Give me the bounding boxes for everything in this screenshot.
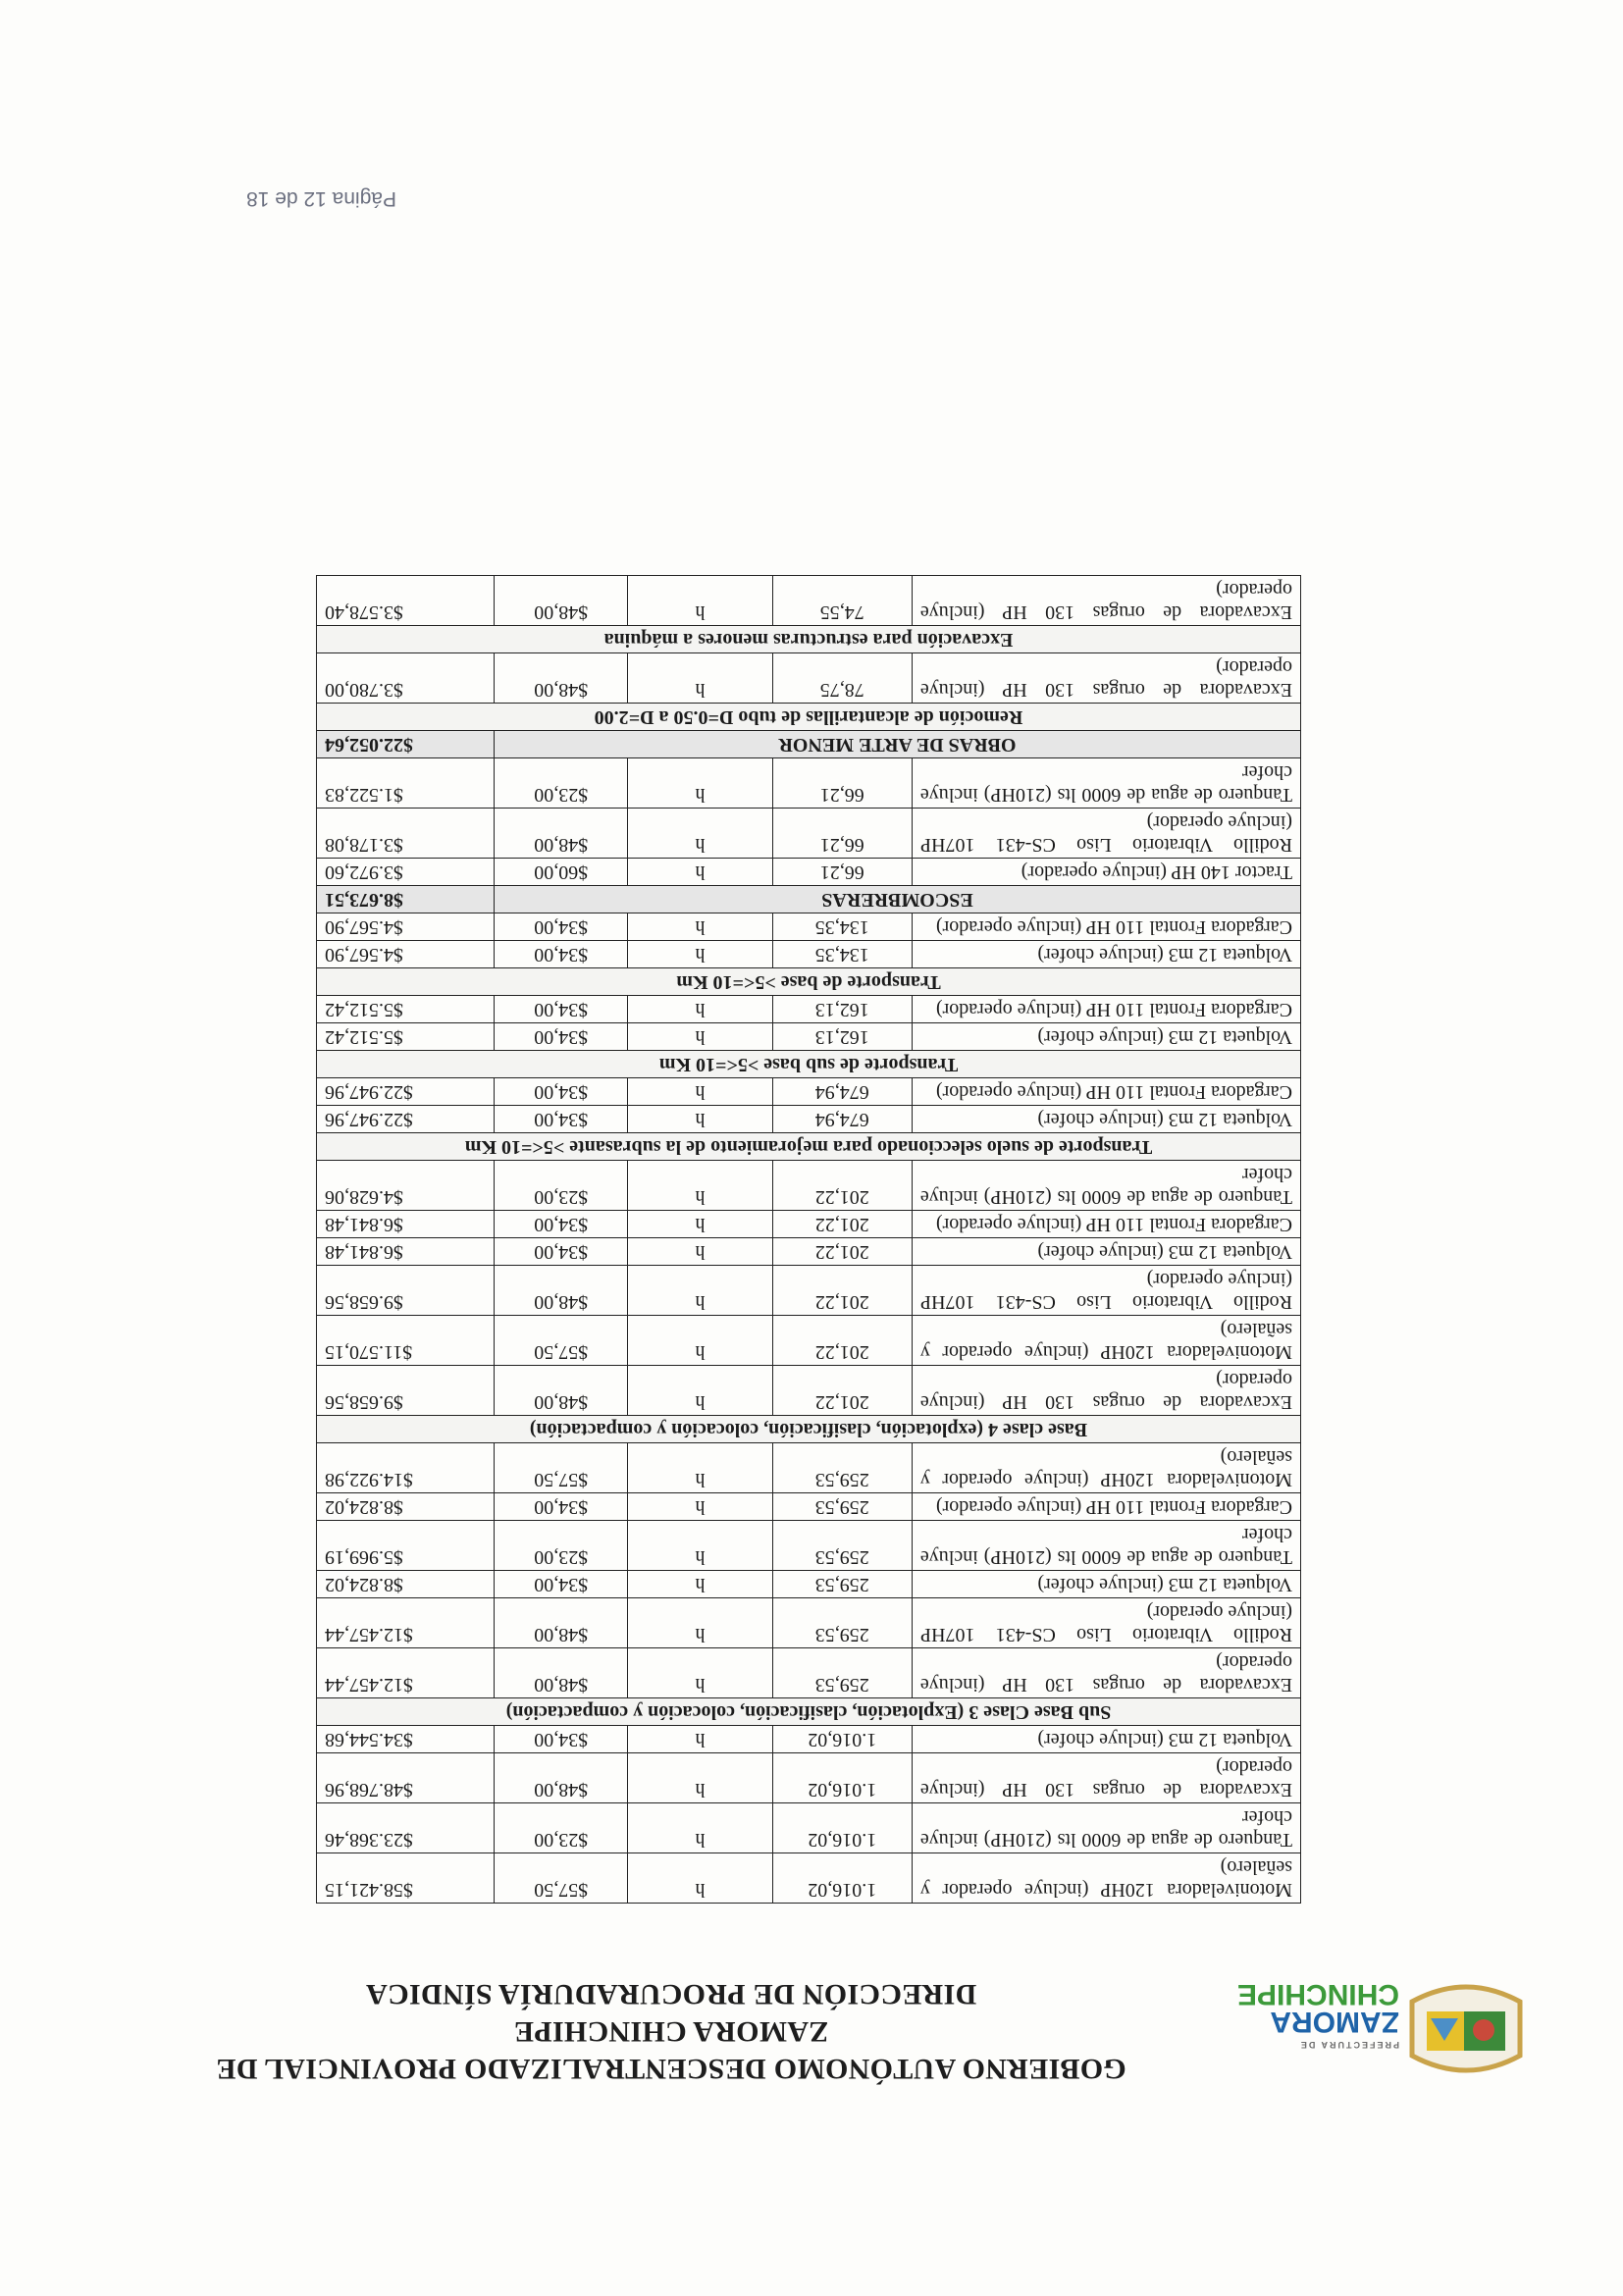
title-line-3: DIRECCIÓN DE PROCURADURÍA SÍNDICA [365, 1978, 977, 2010]
item-unit: h [628, 1648, 772, 1698]
item-unit-price: $23,00 [494, 758, 628, 809]
item-unit-price: $48,00 [494, 576, 628, 626]
logo-line2: CHINCHIPE [1236, 1978, 1399, 2010]
item-unit-price: $48,00 [494, 1648, 628, 1698]
item-quantity: 259,53 [772, 1598, 912, 1648]
item-unit-price: $48,00 [494, 1598, 628, 1648]
item-unit-price: $23,00 [494, 1521, 628, 1571]
section-title: Sub Base Clase 3 (Explotación, clasificación, colocación y compactación) [317, 1698, 1301, 1726]
item-description: Excavadora de orugas 130 HP (incluye operador) [912, 1648, 1300, 1698]
item-unit: h [628, 1853, 772, 1904]
group-header-row [317, 886, 1301, 913]
item-description: Tanquero de agua de 6000 lts (210HP) incluye chofer [912, 758, 1300, 809]
item-unit-price: $48,00 [494, 1366, 628, 1416]
item-description: Tanquero de agua de 6000 lts (210HP) incluye chofer [912, 1803, 1300, 1853]
table-row [317, 1521, 1301, 1571]
item-quantity: 134,35 [772, 941, 912, 968]
logo-line1: ZAMORA [1270, 2006, 1399, 2038]
document-header [82, 1948, 1535, 2095]
table-row [317, 859, 1301, 886]
item-quantity: 134,35 [772, 913, 912, 941]
section-header-row [317, 1416, 1301, 1443]
item-unit: h [628, 1023, 772, 1051]
item-unit: h [628, 913, 772, 941]
item-total: $12.457,44 [317, 1598, 495, 1648]
table-row [317, 1726, 1301, 1753]
prefectura-logo [1211, 1967, 1535, 2095]
document-title [141, 1975, 1201, 2087]
item-quantity: 74,55 [772, 576, 912, 626]
item-unit-price: $23,00 [494, 1803, 628, 1853]
section-header-row [317, 704, 1301, 731]
item-unit: h [628, 1211, 772, 1238]
item-quantity: 259,53 [772, 1521, 912, 1571]
item-total: $58.421,15 [317, 1853, 495, 1904]
item-total: $6.841,48 [317, 1211, 495, 1238]
item-unit-price: $34,00 [494, 1726, 628, 1753]
table-row [317, 1753, 1301, 1803]
item-description: Rodillo Vibratorio Liso CS-431 107HP (incluye operador) [912, 1598, 1300, 1648]
item-unit: h [628, 1316, 772, 1366]
item-quantity: 162,13 [772, 996, 912, 1023]
item-total: $1.522,83 [317, 758, 495, 809]
item-quantity: 259,53 [772, 1648, 912, 1698]
item-quantity: 201,22 [772, 1161, 912, 1211]
section-header-row [317, 1698, 1301, 1726]
group-title: OBRAS DE ARTE MENOR [494, 731, 1300, 758]
item-total: $12.457,44 [317, 1648, 495, 1698]
item-total: $8.824,02 [317, 1571, 495, 1598]
item-total: $14.922,98 [317, 1443, 495, 1493]
item-unit: h [628, 1753, 772, 1803]
item-description: Volqueta 12 m3 (incluye chofer) [912, 1726, 1300, 1753]
item-description: Excavadora de orugas 130 HP (incluye operador) [912, 1366, 1300, 1416]
item-quantity: 1.016,02 [772, 1726, 912, 1753]
item-description: Volqueta 12 m3 (incluye chofer) [912, 1571, 1300, 1598]
item-total: $8.824,02 [317, 1493, 495, 1521]
item-quantity: 201,22 [772, 1238, 912, 1266]
item-quantity: 162,13 [772, 1023, 912, 1051]
group-title: ESCOMBRERAS [494, 886, 1300, 913]
table-row [317, 996, 1301, 1023]
item-description: Cargadora Frontal 110 HP (incluye operador) [912, 996, 1300, 1023]
item-total: $3.578,40 [317, 576, 495, 626]
item-unit-price: $34,00 [494, 1078, 628, 1106]
item-description: Motoniveladora 120HP (incluye operador y señalero) [912, 1853, 1300, 1904]
item-unit-price: $34,00 [494, 1211, 628, 1238]
item-unit: h [628, 1078, 772, 1106]
item-total: $4.628,06 [317, 1161, 495, 1211]
table-row [317, 1316, 1301, 1366]
item-description: Cargadora Frontal 110 HP (incluye operador) [912, 913, 1300, 941]
item-description: Volqueta 12 m3 (incluye chofer) [912, 941, 1300, 968]
section-header-row [317, 968, 1301, 996]
item-quantity: 66,21 [772, 859, 912, 886]
item-unit-price: $48,00 [494, 1266, 628, 1316]
item-description: Rodillo Vibratorio Liso CS-431 107HP (incluye operador) [912, 809, 1300, 859]
item-description: Excavadora de orugas 130 HP (incluye operador) [912, 653, 1300, 704]
table-row [317, 1598, 1301, 1648]
table-row [317, 1366, 1301, 1416]
item-quantity: 674,94 [772, 1078, 912, 1106]
section-title: Remoción de alcantarillas de tubo D=0.50 a D=2.00 [317, 704, 1301, 731]
item-unit: h [628, 758, 772, 809]
section-header-row [317, 626, 1301, 653]
item-unit: h [628, 1726, 772, 1753]
item-description: Volqueta 12 m3 (incluye chofer) [912, 1023, 1300, 1051]
item-description: Excavadora de orugas 130 HP (incluye operador) [912, 576, 1300, 626]
group-header-row [317, 731, 1301, 758]
item-unit-price: $34,00 [494, 1023, 628, 1051]
item-unit-price: $57,50 [494, 1316, 628, 1366]
table-row [317, 913, 1301, 941]
table-row [317, 1571, 1301, 1598]
item-unit: h [628, 1571, 772, 1598]
table-row [317, 1078, 1301, 1106]
table-row [317, 1803, 1301, 1853]
section-header-row [317, 1133, 1301, 1161]
item-description: Tanquero de agua de 6000 lts (210HP) incluye chofer [912, 1521, 1300, 1571]
item-quantity: 259,53 [772, 1493, 912, 1521]
item-description: Motoniveladora 120HP (incluye operador y señalero) [912, 1316, 1300, 1366]
item-quantity: 66,21 [772, 809, 912, 859]
section-header-row [317, 1051, 1301, 1078]
item-total: $22.947,96 [317, 1078, 495, 1106]
item-description: Volqueta 12 m3 (incluye chofer) [912, 1238, 1300, 1266]
page-number: Página 12 de 18 [246, 187, 396, 210]
item-unit-price: $57,50 [494, 1853, 628, 1904]
item-unit-price: $34,00 [494, 1571, 628, 1598]
item-unit-price: $34,00 [494, 1493, 628, 1521]
item-quantity: 674,94 [772, 1106, 912, 1133]
item-unit: h [628, 1238, 772, 1266]
item-total: $6.841,48 [317, 1238, 495, 1266]
item-total: $4.567,90 [317, 941, 495, 968]
item-unit-price: $57,50 [494, 1443, 628, 1493]
item-unit: h [628, 653, 772, 704]
item-description: Cargadora Frontal 110 HP (incluye operador) [912, 1078, 1300, 1106]
item-unit: h [628, 1598, 772, 1648]
logo-prefix: PREFECTURA DE [1298, 2040, 1399, 2050]
table-row [317, 809, 1301, 859]
item-unit: h [628, 1106, 772, 1133]
item-total: $5.512,42 [317, 1023, 495, 1051]
item-unit: h [628, 1366, 772, 1416]
item-description: Cargadora Frontal 110 HP (incluye operador) [912, 1211, 1300, 1238]
item-quantity: 1.016,02 [772, 1803, 912, 1853]
item-unit: h [628, 1266, 772, 1316]
table-row [317, 1493, 1301, 1521]
item-total: $48.768,96 [317, 1753, 495, 1803]
table-row [317, 1106, 1301, 1133]
item-unit: h [628, 996, 772, 1023]
item-unit: h [628, 1521, 772, 1571]
table-row [317, 1853, 1301, 1904]
item-total: $5.969,19 [317, 1521, 495, 1571]
table-row [317, 1443, 1301, 1493]
section-title: Transporte de sub base >5<=10 Km [317, 1051, 1301, 1078]
item-total: $22.947,96 [317, 1106, 495, 1133]
item-quantity: 201,22 [772, 1211, 912, 1238]
item-unit-price: $48,00 [494, 809, 628, 859]
group-total: $8.673,51 [317, 886, 495, 913]
item-unit-price: $34,00 [494, 913, 628, 941]
item-unit: h [628, 1161, 772, 1211]
group-total: $22.052,64 [317, 731, 495, 758]
item-unit: h [628, 859, 772, 886]
budget-table-body [317, 576, 1301, 1904]
section-title: Excavación para estructuras menores a máquina [317, 626, 1301, 653]
table-row [317, 1266, 1301, 1316]
item-unit-price: $48,00 [494, 653, 628, 704]
budget-table [316, 575, 1301, 1904]
item-quantity: 1.016,02 [772, 1853, 912, 1904]
table-row [317, 941, 1301, 968]
item-total: $3.972,60 [317, 859, 495, 886]
section-title: Transporte de suelo seleccionado para mejoramiento de la subrasante >5<=10 Km [317, 1133, 1301, 1161]
table-row [317, 576, 1301, 626]
item-description: Motoniveladora 120HP (incluye operador y señalero) [912, 1443, 1300, 1493]
item-total: $34.544,68 [317, 1726, 495, 1753]
item-total: $23.368,46 [317, 1803, 495, 1853]
item-quantity: 259,53 [772, 1571, 912, 1598]
item-unit-price: $34,00 [494, 996, 628, 1023]
item-total: $9.658,56 [317, 1366, 495, 1416]
item-quantity: 66,21 [772, 758, 912, 809]
item-quantity: 259,53 [772, 1443, 912, 1493]
table-row [317, 1238, 1301, 1266]
table-row [317, 1648, 1301, 1698]
table-row [317, 1161, 1301, 1211]
item-description: Tractor 140 HP (incluye operador) [912, 859, 1300, 886]
item-unit-price: $23,00 [494, 1161, 628, 1211]
item-quantity: 201,22 [772, 1366, 912, 1416]
item-total: $11.570,15 [317, 1316, 495, 1366]
section-title: Transporte de base >5<=10 Km [317, 968, 1301, 996]
item-description: Volqueta 12 m3 (incluye chofer) [912, 1106, 1300, 1133]
item-description: Cargadora Frontal 110 HP (incluye operador) [912, 1493, 1300, 1521]
item-quantity: 78,75 [772, 653, 912, 704]
item-total: $5.512,42 [317, 996, 495, 1023]
item-unit: h [628, 809, 772, 859]
item-description: Rodillo Vibratorio Liso CS-431 107HP (incluye operador) [912, 1266, 1300, 1316]
item-quantity: 201,22 [772, 1316, 912, 1366]
item-total: $4.567,90 [317, 913, 495, 941]
table-row [317, 1211, 1301, 1238]
item-unit: h [628, 576, 772, 626]
table-row [317, 653, 1301, 704]
item-unit: h [628, 941, 772, 968]
item-unit-price: $48,00 [494, 1753, 628, 1803]
table-row [317, 758, 1301, 809]
item-quantity: 201,22 [772, 1266, 912, 1316]
item-total: $3.780,00 [317, 653, 495, 704]
item-unit: h [628, 1493, 772, 1521]
item-unit-price: $34,00 [494, 1238, 628, 1266]
item-description: Tanquero de agua de 6000 lts (210HP) incluye chofer [912, 1161, 1300, 1211]
item-unit-price: $60,00 [494, 859, 628, 886]
item-quantity: 1.016,02 [772, 1753, 912, 1803]
item-unit: h [628, 1443, 772, 1493]
section-title: Base clase 4 (explotación, clasificación, colocación y compactación) [317, 1416, 1301, 1443]
item-unit-price: $34,00 [494, 1106, 628, 1133]
title-line-1: GOBIERNO AUTÓNOMO DESCENTRALIZADO PROVINCIAL DE [216, 2053, 1126, 2085]
item-total: $3.178,08 [317, 809, 495, 859]
item-total: $9.658,56 [317, 1266, 495, 1316]
title-line-2: ZAMORA CHINCHIPE [513, 2015, 829, 2048]
item-unit-price: $34,00 [494, 941, 628, 968]
item-unit: h [628, 1803, 772, 1853]
table-row [317, 1023, 1301, 1051]
item-description: Excavadora de orugas 130 HP (incluye operador) [912, 1753, 1300, 1803]
